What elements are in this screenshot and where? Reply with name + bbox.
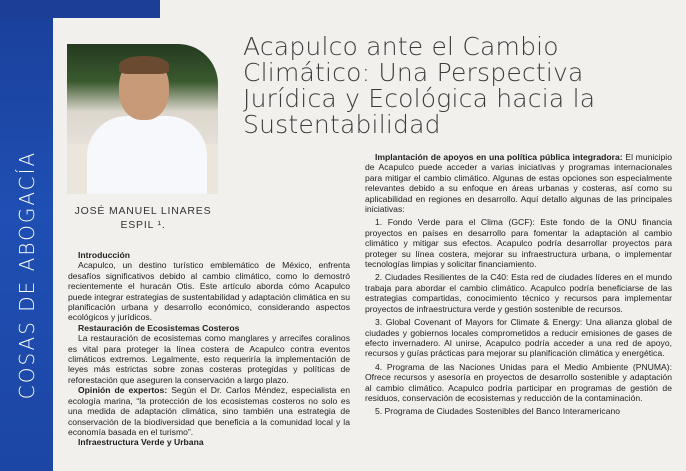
- support-text: El municipio de Acapulco puede acceder a varias iniciativas y programas internacionales para mitigar el cambio climático. Algunas de estas opciones son especialmente relevantes debido a su enfoque en áreas urbanas y costeras, así como su aplicabilidad en regiones en desarrollo. Aquí detallo algunas de las principales iniciativas:: [365, 152, 672, 215]
- item-5: 5. Programa de Ciudades Sostenibles del Banco Interamericano: [375, 406, 621, 417]
- photo-shirt: [87, 116, 207, 194]
- item-1: 1. Fondo Verde para el Clima (GCF): Este fondo de la ONU financia proyectos en países en desarrollo para fomentar la adaptación al cambio climático y mitigar sus efectos. Acapulco podría desarrollar proyectos para proteger su línea costera, mejorar su infraestructura urbana, o implementar tecnologías limpias y solicitar financiamiento.: [365, 217, 672, 270]
- section-sidebar: [0, 0, 53, 471]
- author-line1: JOSÉ MANUEL LINARES: [74, 205, 212, 217]
- column-left: [68, 250, 350, 448]
- photo-hair: [119, 56, 169, 74]
- item-2: 2. Ciudades Resilientes de la C40: Esta red de ciudades líderes en el mundo trabaja para abordar el cambio climático. Acapulco podría beneficiarse de las estrategias compartidas, conocimiento técnico y recursos para implementar proyectos de infraestructura verde y gestión sostenible de recursos.: [365, 272, 672, 314]
- top-band: [0, 0, 160, 18]
- support-paragraph: [365, 152, 672, 214]
- column-right: [365, 152, 672, 417]
- eco-heading: Restauración de Ecosistemas Costeros: [78, 322, 240, 333]
- author-line2: ESPIL ¹.: [120, 219, 166, 231]
- expert-paragraph: [68, 385, 350, 437]
- intro-heading: Introducción: [78, 250, 131, 260]
- section-label: COSAS DE ABOGACÍA: [15, 150, 39, 400]
- article-title: Acapulco ante el Cambio Climático: Una Perspectiva Jurídica y Ecológica hacia la Sustentabilidad: [243, 32, 596, 139]
- author-photo: [67, 44, 218, 194]
- support-label: Implantación de apoyos en una política pública integradora:: [375, 152, 623, 162]
- author-name: [67, 204, 219, 232]
- green-heading: Infraestructura Verde y Urbana: [78, 437, 204, 448]
- expert-text: Según el Dr. Carlos Méndez, especialista en ecología marina, “la protección de los ecosistemas costeros no solo es una medida de adaptación climática, sino también una estrategia de conservación de la biodiversidad que beneficia a la comunidad local y la economía basada en el turismo”.: [68, 385, 350, 437]
- item-4: 4. Programa de las Naciones Unidas para el Medio Ambiente (PNUMA): Ofrece recursos y asesoría en proyectos de desarrollo sostenible y adaptación al cambio climático. Acapulco podría participar en programas de gestión de residuos, conservación de ecosistemas y reducción de la contaminación.: [365, 361, 672, 403]
- eco-text: La restauración de ecosistemas como manglares y arrecifes coralinos es vital para proteger la línea costera de Acapulco contra eventos climáticos extremos. Legalmente, esto requeriría la implementación de leyes más estrictas sobre zonas costeras protegidas y políticas de reforestación que aseguren la conservación a largo plazo.: [68, 333, 350, 385]
- intro-text: Acapulco, un destino turístico emblemático de México, enfrenta desafíos significativos debido al cambio climático, como lo demostró recientemente el huracán Otis. Este artículo aborda cómo Acapulco puede integrar estrategias de sustentabilidad y adaptación climática en su planificación urbana y desarrollo económico, considerando aspectos ecológicos y jurídicos.: [68, 260, 350, 323]
- item-3: 3. Global Covenant of Mayors for Climate & Energy: Una alianza global de ciudades y gobiernos locales comprometidos a reducir emisiones de gases de efecto invernadero. Al unirse, Acapulco podría acceder a una red de apoyo, recursos y guías prácticas para mejorar su planificación climática y energética.: [365, 317, 672, 359]
- expert-label: Opinión de expertos:: [78, 385, 168, 396]
